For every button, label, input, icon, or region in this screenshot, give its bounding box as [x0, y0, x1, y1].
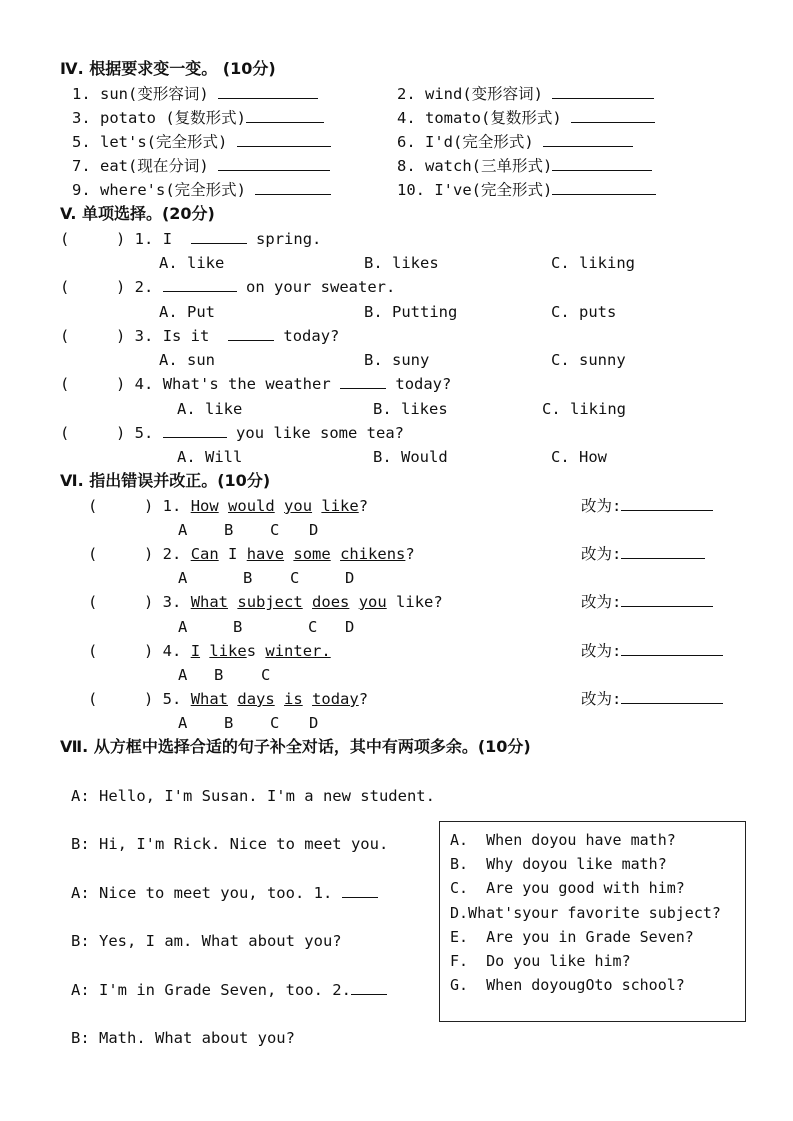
correction-blank[interactable] [621, 689, 723, 704]
s6-q3-letter-d: D [345, 618, 355, 636]
section-6-title: Ⅵ. 指出错误并改正。(10分) [60, 471, 271, 490]
s5-q4-option-a[interactable]: A. like [177, 400, 243, 418]
answer-blank[interactable] [237, 132, 331, 147]
s4-item-4: 4. tomato(复数形式) [397, 108, 655, 128]
answer-paren[interactable]: ( ) [60, 230, 126, 248]
s6-q2-letter-d: D [345, 569, 355, 587]
s5-question-1: ( ) 1. I spring. [60, 230, 322, 248]
option-d: D.What'syour favorite subject? [450, 904, 721, 922]
s6-question-4: ( ) 4. I likes winter. [88, 642, 331, 660]
s6-question-2: ( ) 2. Can I have some chikens? [88, 545, 415, 563]
s4-item-10: 10. I've(完全形式) [397, 180, 656, 200]
s6-q5-letter-c: C [270, 714, 280, 732]
answer-blank[interactable] [255, 180, 331, 195]
dialog-line-4: B: Yes, I am. What about you? [71, 932, 342, 950]
answer-blank[interactable] [571, 108, 655, 123]
section-7-title: Ⅶ. 从方框中选择合适的句子补全对话，其中有两项多余。(10分) [60, 737, 531, 756]
dialog-line-2: B: Hi, I'm Rick. Nice to meet you. [71, 835, 389, 853]
s5-q3-option-c[interactable]: C. sunny [551, 351, 626, 369]
option-a: A. When doyou have math? [450, 831, 676, 849]
correction-blank[interactable] [621, 641, 723, 656]
s6-q3-letter-a: A [178, 618, 188, 636]
s4-item-1: 1. sun(变形容词) [72, 84, 318, 104]
fill-blank[interactable] [163, 423, 227, 438]
s4-item-6: 6. I'd(完全形式) [397, 132, 633, 152]
s5-q4-option-b[interactable]: B. likes [373, 400, 448, 418]
answer-paren[interactable]: ( ) [88, 593, 154, 611]
s5-q5-option-b[interactable]: B. Would [373, 448, 448, 466]
s5-q1-option-c[interactable]: C. liking [551, 254, 635, 272]
answer-paren[interactable]: ( ) [88, 545, 154, 563]
s4-item-7: 7. eat(现在分词) [72, 156, 330, 176]
answer-paren[interactable]: ( ) [60, 327, 126, 345]
option-f: F. Do you like him? [450, 952, 631, 970]
dialog-line-1: A: Hello, I'm Susan. I'm a new student. [71, 787, 435, 805]
option-e: E. Are you in Grade Seven? [450, 928, 694, 946]
s6-q1-letter-a: A [178, 521, 188, 539]
s4-item-3: 3. potato (复数形式) [72, 108, 324, 128]
s6-q1-letter-d: D [309, 521, 319, 539]
s5-question-2: ( ) 2. on your sweater. [60, 278, 396, 296]
s5-q3-option-b[interactable]: B. suny [364, 351, 430, 369]
s5-q3-option-a[interactable]: A. sun [159, 351, 215, 369]
dialog-blank-1[interactable] [342, 883, 378, 898]
answer-blank[interactable] [552, 156, 652, 171]
s6-q4-correction: 改为: [581, 641, 723, 661]
option-g: G. When doyougOto school? [450, 976, 685, 994]
s5-q1-option-b[interactable]: B. likes [364, 254, 439, 272]
section-5-title: V. 单项选择。(20分) [60, 204, 215, 223]
answer-paren[interactable]: ( ) [60, 375, 126, 393]
s6-q4-letter-c: C [261, 666, 271, 684]
answer-paren[interactable]: ( ) [88, 642, 154, 660]
dialog-line-6: B: Math. What about you? [71, 1029, 295, 1047]
s6-q5-letter-b: B [224, 714, 234, 732]
s5-q4-option-c[interactable]: C. liking [542, 400, 626, 418]
s6-q4-letter-b: B [214, 666, 224, 684]
s6-q3-letter-c: C [308, 618, 318, 636]
s6-question-1: ( ) 1. How would you like? [88, 497, 369, 515]
dialog-line-5: A: I'm in Grade Seven, too. 2. [71, 980, 387, 1000]
option-c: C. Are you good with him? [450, 879, 685, 897]
s6-q5-letter-a: A [178, 714, 188, 732]
s6-q3-correction: 改为: [581, 592, 713, 612]
s5-q2-option-c[interactable]: C. puts [551, 303, 617, 321]
s6-q5-correction: 改为: [581, 689, 723, 709]
s4-item-8: 8. watch(三单形式) [397, 156, 652, 176]
answer-paren[interactable]: ( ) [60, 424, 126, 442]
s4-item-2: 2. wind(变形容词) [397, 84, 654, 104]
s6-q1-letter-b: B [224, 521, 234, 539]
fill-blank[interactable] [340, 374, 386, 389]
s5-q1-option-a[interactable]: A. like [159, 254, 225, 272]
section-4-title: Ⅳ. 根据要求变一变。 (10分) [60, 59, 276, 78]
s5-question-4: ( ) 4. What's the weather today? [60, 375, 452, 393]
s4-item-9: 9. where's(完全形式) [72, 180, 331, 200]
correction-blank[interactable] [621, 592, 713, 607]
s5-question-3: ( ) 3. Is it today? [60, 327, 340, 345]
s6-q1-correction: 改为: [581, 496, 713, 516]
s6-q3-letter-b: B [233, 618, 243, 636]
answer-blank[interactable] [218, 156, 330, 171]
answer-blank[interactable] [543, 132, 633, 147]
s5-q2-option-b[interactable]: B. Putting [364, 303, 458, 321]
s4-item-5: 5. let's(完全形式) [72, 132, 331, 152]
answer-blank[interactable] [552, 84, 654, 99]
s6-q1-letter-c: C [270, 521, 280, 539]
dialog-line-3: A: Nice to meet you, too. 1. [71, 883, 378, 903]
answer-blank[interactable] [218, 84, 318, 99]
correction-blank[interactable] [621, 496, 713, 511]
s5-q5-option-a[interactable]: A. Will [177, 448, 243, 466]
answer-blank[interactable] [246, 108, 324, 123]
s6-question-5: ( ) 5. What days is today? [88, 690, 369, 708]
fill-blank[interactable] [228, 326, 274, 341]
s6-q2-correction: 改为: [581, 544, 705, 564]
s5-q5-option-c[interactable]: C. How [551, 448, 607, 466]
fill-blank[interactable] [191, 229, 247, 244]
s6-q5-letter-d: D [309, 714, 319, 732]
dialog-blank-2[interactable] [351, 980, 387, 995]
correction-blank[interactable] [621, 544, 705, 559]
options-box [439, 821, 746, 1022]
s6-q2-letter-a: A [178, 569, 188, 587]
s6-q2-letter-c: C [290, 569, 300, 587]
answer-paren[interactable]: ( ) [60, 278, 126, 296]
s5-q2-option-a[interactable]: A. Put [159, 303, 215, 321]
option-b: B. Why doyou like math? [450, 855, 667, 873]
answer-paren[interactable]: ( ) [88, 690, 154, 708]
answer-blank[interactable] [552, 180, 656, 195]
s6-question-3: ( ) 3. What subject does you like? [88, 593, 443, 611]
s5-question-5: ( ) 5. you like some tea? [60, 424, 405, 442]
s6-q4-letter-a: A [178, 666, 188, 684]
s6-q2-letter-b: B [243, 569, 253, 587]
fill-blank[interactable] [163, 277, 237, 292]
answer-paren[interactable]: ( ) [88, 497, 154, 515]
